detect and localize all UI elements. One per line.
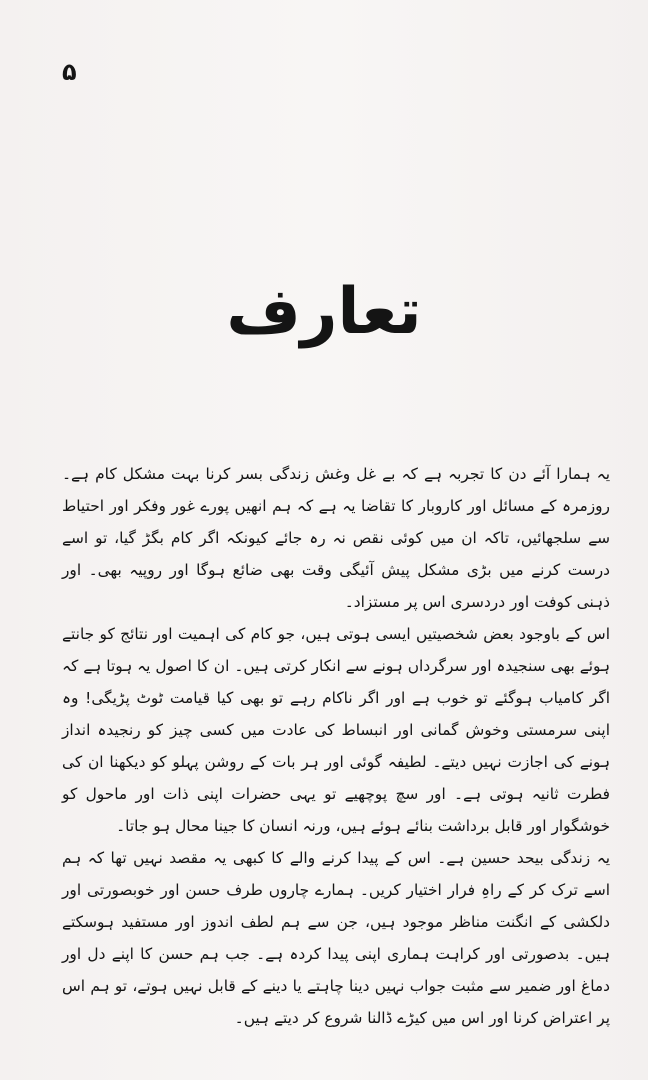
paragraph-1: یہ ہمارا آئے دن کا تجربہ ہے کہ بے غل وغش زندگی بسر کرنا بہت مشکل کام ہے۔ روزمرہ کے مسائل اور کاروبار کا تقاضا یہ ہے کہ ہم انھیں پورے غور وفکر اور احتیاط سے سلجھائیں، تاکہ ان میں کوئی نقص نہ رہ جائے کیونکہ اگر کام بگڑ گیا، تو اسے درست کرنے میں بڑی مشکل پیش آئیگی وقت بھی ضائع ہوگا اور روپیہ بھی۔ اور ذہنی کوفت اور دردسری اس پر مستزاد۔ <box>62 465 610 611</box>
paragraph-2: اس کے باوجود بعض شخصیتیں ایسی ہوتی ہیں، جو کام کی اہمیت اور نتائج کو جانتے ہوئے بھی سنجیدہ اور سرگرداں ہونے سے انکار کرتی ہیں۔ ان کا اصول یہ ہوتا ہے کہ اگر کامیاب ہوگئے تو خوب ہے اور اگر ناکام رہے تو بھی کیا قیامت ٹوٹ پڑیگی! وہ اپنی سرمستی وخوش گمانی اور انبساط کی عادت میں کسی چیز کو رنجیدہ انداز ہونے کی اجازت نہیں دیتے۔ لطیفہ گوئی اور ہر بات کے روشن پہلو کو دیکھنا ان کی فطرت ثانیہ ہوتی ہے۔ اور سچ پوچھیے تو یہی حضرات اپنی ذات اور ماحول کو خوشگوار اور قابل برداشت بنائے ہوئے ہیں، ورنہ انسان کا جینا محال ہو جاتا۔ <box>62 625 610 835</box>
chapter-title: تعارف <box>226 275 422 349</box>
page-number: ۵ <box>62 58 77 86</box>
paragraph-3: یہ زندگی بیحد حسین ہے۔ اس کے پیدا کرنے والے کا کبھی یہ مقصد نہیں تھا کہ ہم اسے ترک کر کے راہِ فرار اختیار کریں۔ ہمارے چاروں طرف حسن اور خوبصورتی اور دلکشی کے انگنت مناظر موجود ہیں، جن سے ہم لطف اندوز اور مستفید ہوسکتے ہیں۔ بدصورتی اور کراہت ہماری اپنی پیدا کردہ ہے۔ جب ہم حسن کا اپنے دل اور دماغ اور ضمیر سے مثبت جواب نہیں دینا چاہتے یا دینے کے قابل نہیں ہوتے، تو ہم اس پر اعتراض کرنا اور اس میں کیڑے ڈالنا شروع کر دیتے ہیں۔ <box>62 849 610 1027</box>
body-text <box>62 458 610 1034</box>
